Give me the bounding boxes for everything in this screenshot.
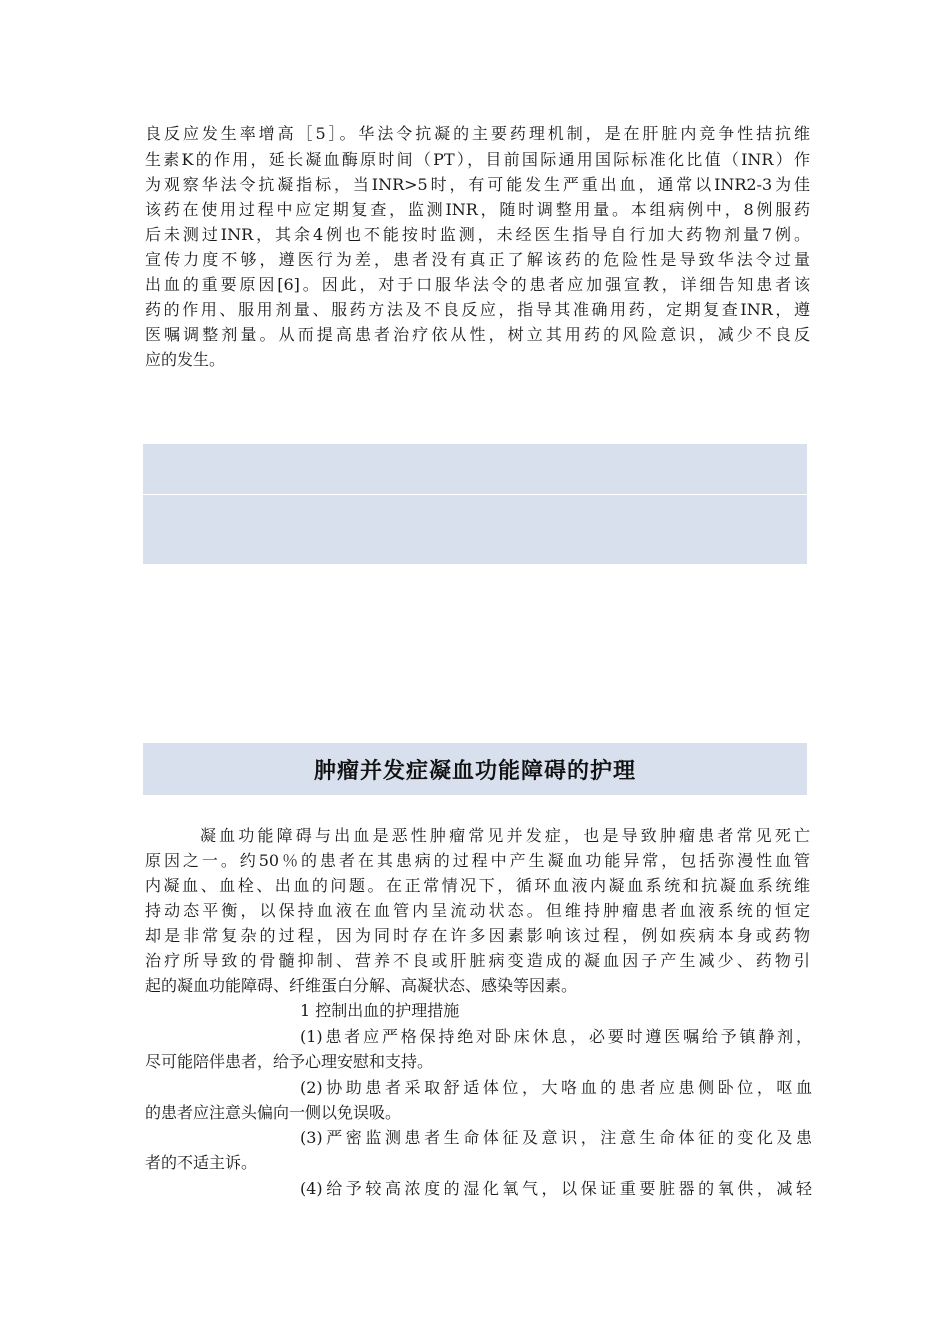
text-line: 生素K的作用，延长凝血酶原时间（PT），目前国际通用国际标准化比值（INR）作	[145, 150, 810, 169]
list-item-continuation: 者的不适主诉。	[145, 1153, 258, 1172]
list-item-first-line: (2)协助患者采取舒适体位，大咯血的患者应患侧卧位，呕血	[300, 1078, 812, 1097]
subheading-bleeding-care: 1 控制出血的护理措施	[300, 1001, 460, 1020]
text-line: 应的发生。	[145, 350, 226, 369]
section-heading-text: 肿瘤并发症凝血功能障碍的护理	[313, 758, 636, 784]
decorative-band-top	[143, 444, 807, 494]
text-line: 出血的重要原因[6]。因此，对于口服华法令的患者应加强宣教，详细告知患者该	[145, 275, 810, 294]
text-line: 宣传力度不够，遵医行为差，患者没有真正了解该药的危险性是导致华法令过量	[145, 250, 810, 269]
text-line: 医嘱调整剂量。从而提高患者治疗依从性，树立其用药的风险意识，减少不良反	[145, 325, 810, 344]
text-line: 起的凝血功能障碍、纤维蛋白分解、高凝状态、感染等因素。	[145, 976, 578, 995]
text-line: 药的作用、服用剂量、服药方法及不良反应，指导其准确用药，定期复查INR，遵	[145, 300, 810, 319]
text-line: 却是非常复杂的过程，因为同时存在许多因素影响该过程，例如疾病本身或药物	[145, 926, 810, 945]
text-line: 该药在使用过程中应定期复查，监测INR，随时调整用量。本组病例中，8例服药	[145, 200, 810, 219]
text-line: 为观察华法令抗凝指标，当INR>5时，有可能发生严重出血，通常以INR2-3为佳	[145, 175, 810, 194]
text-line: 良反应发生率增高［5］。华法令抗凝的主要药理机制，是在肝脏内竞争性拮抗维	[145, 124, 810, 143]
decorative-band-bottom	[143, 495, 807, 564]
section-heading	[143, 743, 807, 795]
list-item-continuation: 尽可能陪伴患者，给予心理安慰和支持。	[145, 1052, 434, 1071]
text-line: 内凝血、血栓、出血的问题。在正常情况下，循环血液内凝血系统和抗凝血系统维	[145, 876, 810, 895]
list-item-first-line: (3)严密监测患者生命体征及意识，注意生命体征的变化及患	[300, 1128, 812, 1147]
text-line: 治疗所导致的骨髓抑制、营养不良或肝脏病变造成的凝血因子产生减少、药物引	[145, 951, 810, 970]
list-item-first-line: (1)患者应严格保持绝对卧床休息，必要时遵医嘱给予镇静剂，	[300, 1027, 812, 1046]
text-line: 原因之一。约50％的患者在其患病的过程中产生凝血功能异常，包括弥漫性血管	[145, 851, 810, 870]
list-item-continuation: 的患者应注意头偏向一侧以免误吸。	[145, 1103, 402, 1122]
text-line: 凝血功能障碍与出血是恶性肿瘤常见并发症，也是导致肿瘤患者常见死亡	[200, 826, 810, 845]
text-line: 后未测过INR，其余4例也不能按时监测，未经医生指导自行加大药物剂量7例。	[145, 225, 810, 244]
text-line: 持动态平衡，以保持血液在血管内呈流动状态。但维持肿瘤患者血液系统的恒定	[145, 901, 810, 920]
list-item-first-line: (4)给予较高浓度的湿化氧气，以保证重要脏器的氧供，减轻	[300, 1179, 812, 1198]
